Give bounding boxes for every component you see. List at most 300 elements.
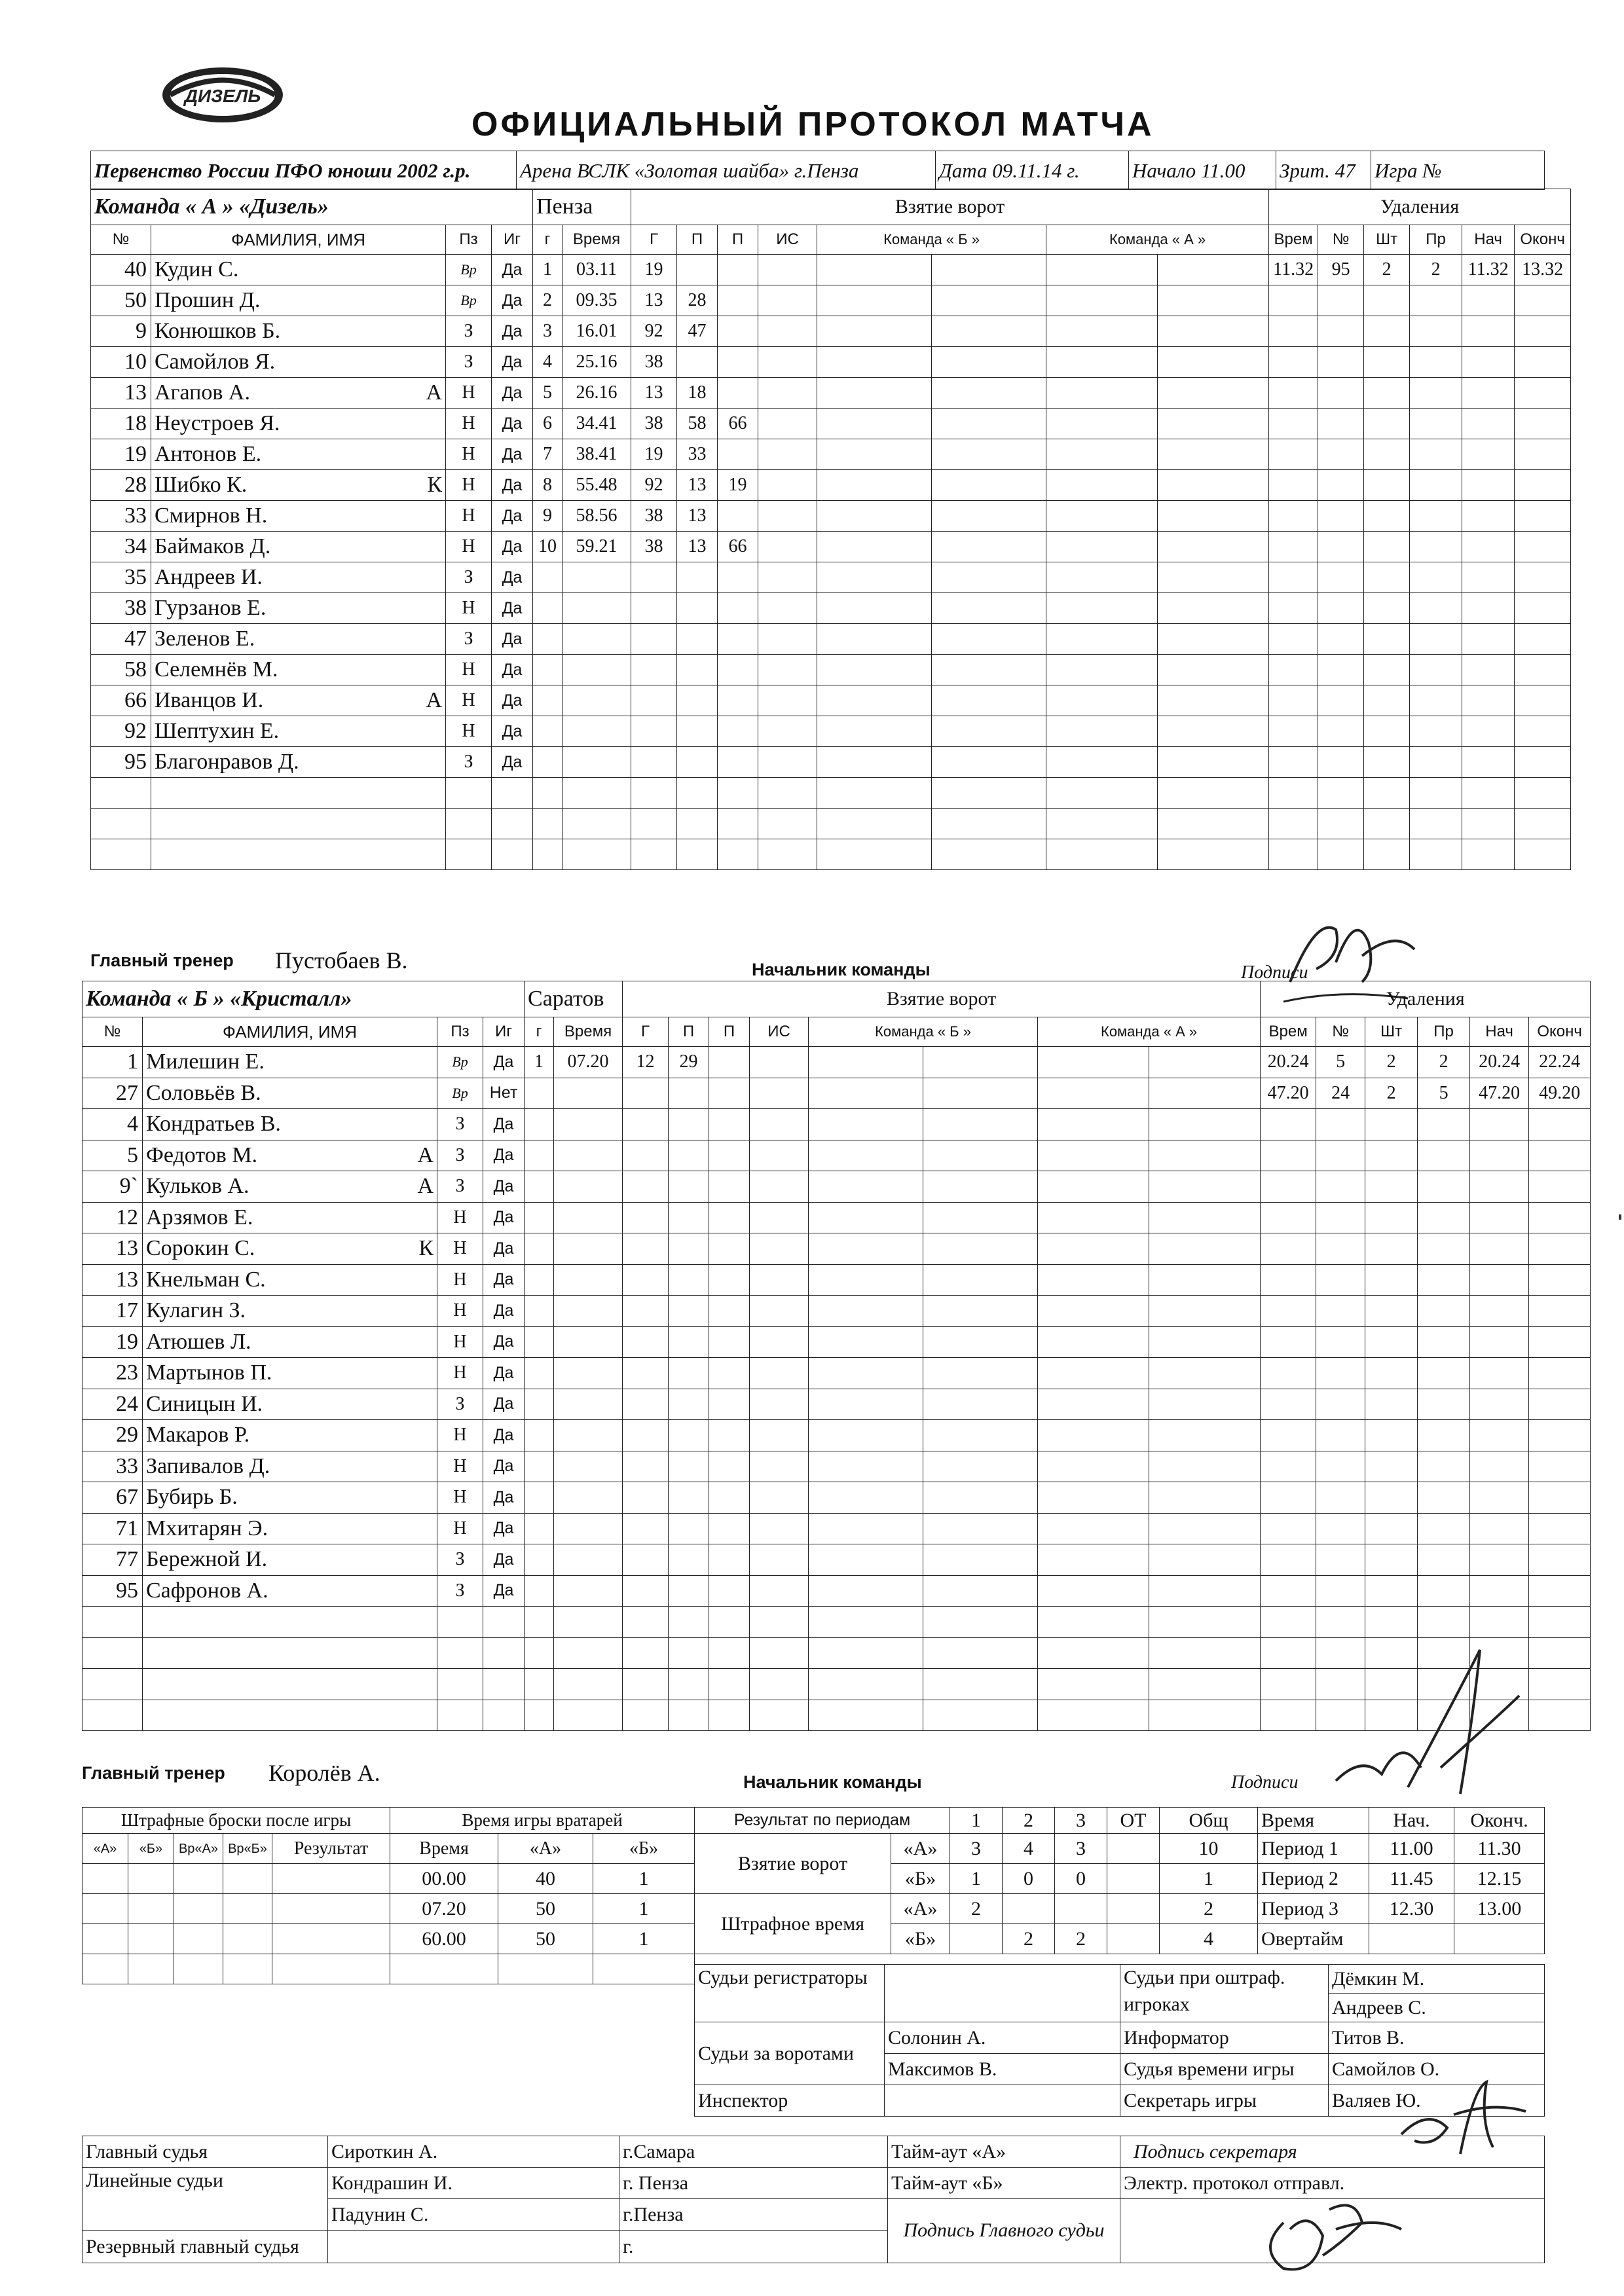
on-ice-cell <box>923 1233 1038 1265</box>
on-ice-cell <box>1038 1607 1149 1638</box>
on-ice-cell <box>817 409 932 439</box>
player-name-text: Иванцов И. <box>155 688 264 712</box>
goal-time <box>563 624 631 655</box>
penalty-start <box>1462 285 1515 316</box>
penalty-time <box>1261 1171 1316 1203</box>
on-ice-cell <box>923 1264 1038 1296</box>
goal-time <box>554 1575 623 1607</box>
team_b-col-assist-2: П <box>709 1017 750 1047</box>
spectators: Зрит. 47 <box>1276 151 1371 190</box>
penalty-start <box>1462 839 1515 870</box>
penalty-time <box>1261 1389 1316 1420</box>
penalty-player <box>1316 1607 1365 1638</box>
penalty-end <box>1515 562 1571 593</box>
penalty-time <box>1269 316 1318 347</box>
goal-time: 16.01 <box>563 316 631 347</box>
player-position: Н <box>446 655 492 685</box>
player-name <box>143 1047 437 1078</box>
player-position: З <box>446 562 492 593</box>
on-ice-cell <box>809 1482 923 1514</box>
player-number: 66 <box>91 685 151 716</box>
player-position <box>437 1637 483 1669</box>
on-ice-cell <box>1149 1575 1261 1607</box>
goalie-time-title: Время игры вратарей <box>390 1808 695 1834</box>
player-number: 27 <box>83 1078 143 1109</box>
on-ice-cell <box>1038 1264 1149 1296</box>
player-name-text: Шептухин Е. <box>155 719 280 743</box>
penalty-end <box>1529 1171 1591 1203</box>
on-ice-cell <box>1046 593 1158 624</box>
on-ice-cell <box>809 1637 923 1669</box>
on-ice-cell <box>1046 439 1158 470</box>
player-played <box>483 1637 525 1669</box>
goal-number: 3 <box>533 316 563 347</box>
shootout-col: Вр«А» <box>174 1834 223 1864</box>
penalty-time <box>1261 1420 1316 1451</box>
goal-number <box>525 1233 554 1265</box>
player-name <box>151 470 446 501</box>
goal-assist-1 <box>669 1358 709 1389</box>
goal-scorer <box>631 716 677 747</box>
penalty-minutes: 2 <box>1364 255 1410 285</box>
period-results-table <box>694 1807 1258 1954</box>
player-played <box>492 809 533 839</box>
on-ice-cell <box>1149 1202 1261 1233</box>
player-played: Да <box>483 1109 525 1140</box>
goal-assist-1 <box>669 1482 709 1514</box>
penalty-minutes <box>1364 655 1410 685</box>
penalty-minutes <box>1365 1326 1418 1358</box>
reserve-ref-city: г. <box>619 2231 888 2263</box>
goal-time <box>554 1607 623 1638</box>
goal-scorer: 38 <box>631 347 677 378</box>
penalty-time <box>1269 624 1318 655</box>
penalty-reason <box>1410 593 1462 624</box>
player-number: 67 <box>83 1482 143 1514</box>
goal-assist-1 <box>669 1669 709 1700</box>
on-ice-cell <box>809 1389 923 1420</box>
penalty-player <box>1318 839 1364 870</box>
player-number: 13 <box>91 378 151 409</box>
player-position: Н <box>437 1513 483 1544</box>
player-number: 95 <box>83 1575 143 1607</box>
player-name <box>143 1575 437 1607</box>
player-name <box>151 347 446 378</box>
player-name-text: Атюшев Л. <box>146 1329 251 1354</box>
period-col: 1 <box>950 1808 1003 1834</box>
goal-time <box>554 1078 623 1109</box>
player-number: 50 <box>91 285 151 316</box>
player-position: Н <box>446 716 492 747</box>
player-name <box>143 1202 437 1233</box>
goal-scorer <box>631 809 677 839</box>
goal-scorer <box>631 839 677 870</box>
penalty-time <box>1269 470 1318 501</box>
goal-scorer: 19 <box>631 255 677 285</box>
goal-scorer <box>623 1109 669 1140</box>
goal-number <box>533 809 563 839</box>
player-name <box>143 1109 437 1140</box>
linesman-1-city: г. Пенза <box>619 2168 888 2199</box>
on-ice-cell <box>932 809 1046 839</box>
penalty-time <box>1261 1326 1316 1358</box>
penalty-box-judge-1: Дёмкин М. <box>1329 1965 1545 1994</box>
penalty-player <box>1318 285 1364 316</box>
penalty-time <box>1269 532 1318 562</box>
player-position: Н <box>437 1358 483 1389</box>
penalty-end <box>1515 655 1571 685</box>
player-played: Да <box>492 501 533 532</box>
goal-number <box>533 716 563 747</box>
goal-assist-1 <box>669 1140 709 1171</box>
player-position: З <box>437 1171 483 1203</box>
penalty-reason <box>1418 1575 1470 1607</box>
player-position: Н <box>437 1482 483 1514</box>
linesman-2: Падунин С. <box>328 2199 619 2231</box>
on-ice-cell <box>1046 809 1158 839</box>
player-played: Да <box>483 1358 525 1389</box>
penalty-reason <box>1418 1482 1470 1514</box>
player-name-text: Бережной И. <box>146 1547 268 1572</box>
periods-title: Результат по периодам <box>695 1808 950 1834</box>
goal-assist-1: 29 <box>669 1047 709 1078</box>
on-ice-cell <box>923 1700 1038 1731</box>
goal-assist-1 <box>677 685 718 716</box>
penalty-start <box>1470 1326 1529 1358</box>
penalty-minutes <box>1364 501 1410 532</box>
on-ice-cell <box>1149 1078 1261 1109</box>
on-ice-cell <box>1158 347 1269 378</box>
goal-number: 8 <box>533 470 563 501</box>
goal-time: 07.20 <box>554 1047 623 1078</box>
player-position: Н <box>437 1326 483 1358</box>
on-ice-cell <box>923 1047 1038 1078</box>
player-name <box>151 655 446 685</box>
goal-assist-2 <box>718 347 758 378</box>
penalty-reason <box>1418 1358 1470 1389</box>
player-name-text: Баймаков Д. <box>155 534 271 558</box>
player-position <box>437 1669 483 1700</box>
penalty-end <box>1515 285 1571 316</box>
pim-label: Штрафное время <box>695 1894 891 1954</box>
goal-scorer <box>631 655 677 685</box>
goal-time <box>554 1326 623 1358</box>
penalty-player: 95 <box>1318 255 1364 285</box>
player-name-text: Запивалов Д. <box>146 1453 270 1478</box>
penalty-time <box>1261 1700 1316 1731</box>
goal-number: 7 <box>533 439 563 470</box>
player-name <box>151 778 446 809</box>
player-number: 34 <box>91 532 151 562</box>
player-played: Да <box>492 685 533 716</box>
goal-scorer: 13 <box>631 378 677 409</box>
gk-row-a: 50 <box>498 1924 593 1954</box>
on-ice-cell <box>1149 1047 1261 1078</box>
goal-number <box>525 1513 554 1544</box>
goal-time <box>554 1637 623 1669</box>
time-title: Время <box>1258 1808 1369 1834</box>
goals-a-ot <box>1107 1834 1160 1864</box>
player-name-text: Конюшков Б. <box>155 319 281 343</box>
goal-number <box>525 1202 554 1233</box>
penalty-minutes <box>1364 285 1410 316</box>
team_b-city: Саратов <box>525 981 623 1017</box>
period-col: ОТ <box>1107 1808 1160 1834</box>
penalty-end <box>1529 1326 1591 1358</box>
head-ref: Сироткин А. <box>328 2136 619 2168</box>
penalty-minutes <box>1365 1544 1418 1576</box>
penalty-start <box>1470 1233 1529 1265</box>
goal-scorer <box>623 1420 669 1451</box>
penalty-player <box>1316 1326 1365 1358</box>
penalty-end <box>1529 1389 1591 1420</box>
player-role-mark: К <box>427 473 442 497</box>
team-a-section <box>90 189 1565 870</box>
player-played: Да <box>483 1171 525 1203</box>
goal-time: 55.48 <box>563 470 631 501</box>
penalty-minutes <box>1364 409 1410 439</box>
goal-is <box>758 255 817 285</box>
secretary: Валяев Ю. <box>1329 2085 1545 2117</box>
goal-assist-2 <box>709 1544 750 1576</box>
team_a-title: Команда « А » «Дизель» <box>91 189 533 225</box>
on-ice-cell <box>817 655 932 685</box>
player-position <box>446 839 492 870</box>
goal-assist-2 <box>709 1451 750 1482</box>
goal-is <box>750 1700 809 1731</box>
goals-b-total: 1 <box>1160 1864 1258 1894</box>
on-ice-cell <box>809 1296 923 1327</box>
penalty-time <box>1269 716 1318 747</box>
head-ref-signature-label: Подпись Главного судьи <box>888 2199 1120 2263</box>
on-ice-cell <box>817 285 932 316</box>
goal-is <box>750 1607 809 1638</box>
penalty-end <box>1515 839 1571 870</box>
penalty-minutes <box>1364 439 1410 470</box>
goal-scorer <box>623 1389 669 1420</box>
goal-time: 34.41 <box>563 409 631 439</box>
penalty-time <box>1269 562 1318 593</box>
on-ice-cell <box>817 255 932 285</box>
player-name-text: Кудин С. <box>155 257 239 282</box>
team-a-tag: «А» <box>891 1834 950 1864</box>
player-name-text: Прошин Д. <box>155 288 261 312</box>
informer-label: Информатор <box>1120 2022 1329 2054</box>
player-name <box>151 316 446 347</box>
on-ice-cell <box>809 1171 923 1203</box>
penalty-player: 24 <box>1316 1078 1365 1109</box>
penalty-end <box>1529 1358 1591 1389</box>
goal-is <box>750 1544 809 1576</box>
player-played: Да <box>483 1544 525 1576</box>
goal-assist-1 <box>669 1700 709 1731</box>
on-ice-cell <box>1158 532 1269 562</box>
penalty-time <box>1261 1637 1316 1669</box>
gk-col-b: «Б» <box>593 1834 695 1864</box>
team_a-col-pen-reason: Пр <box>1410 225 1462 255</box>
player-position: Н <box>437 1420 483 1451</box>
goal-assist-1: 18 <box>677 378 718 409</box>
penalty-end <box>1529 1482 1591 1514</box>
goals-b-p3: 0 <box>1055 1864 1107 1894</box>
goal-number <box>525 1451 554 1482</box>
goal-assist-2 <box>718 285 758 316</box>
penalty-minutes <box>1364 624 1410 655</box>
goal-time <box>554 1140 623 1171</box>
player-played: Да <box>492 562 533 593</box>
penalty-reason <box>1418 1513 1470 1544</box>
penalty-start: 20.24 <box>1470 1047 1529 1078</box>
goal-scorer <box>623 1358 669 1389</box>
penalty-minutes <box>1364 685 1410 716</box>
player-number: 13 <box>83 1233 143 1265</box>
tournament: Первенство России ПФО юноши 2002 г.р. <box>91 151 517 190</box>
penalty-minutes: 2 <box>1365 1047 1418 1078</box>
goal-judges-label: Судьи за воротами <box>695 2022 885 2085</box>
on-ice-cell <box>809 1607 923 1638</box>
penalty-player <box>1316 1575 1365 1607</box>
penalty-end: 49.20 <box>1529 1078 1591 1109</box>
penalty-start <box>1470 1513 1529 1544</box>
goal-assist-2 <box>718 839 758 870</box>
penalty-minutes <box>1365 1171 1418 1203</box>
penalty-minutes <box>1364 747 1410 778</box>
goal-time <box>554 1700 623 1731</box>
goal-assist-1 <box>669 1637 709 1669</box>
on-ice-cell <box>1038 1233 1149 1265</box>
player-name-text: Селемнёв М. <box>155 657 278 682</box>
goal-assist-1 <box>669 1202 709 1233</box>
on-ice-cell <box>1158 255 1269 285</box>
player-number: 13 <box>83 1264 143 1296</box>
goal-assist-1: 13 <box>677 501 718 532</box>
goal-number <box>525 1296 554 1327</box>
team-b-head-coach-label: Главный тренер <box>82 1763 225 1783</box>
goal-scorer <box>623 1544 669 1576</box>
player-name <box>143 1171 437 1203</box>
penalty-start <box>1462 409 1515 439</box>
goal-time <box>563 655 631 685</box>
penalty-time <box>1261 1607 1316 1638</box>
on-ice-cell <box>923 1109 1038 1140</box>
player-name <box>151 285 446 316</box>
goals-a-total: 10 <box>1160 1834 1258 1864</box>
goal-assist-2 <box>709 1700 750 1731</box>
penalty-end <box>1515 439 1571 470</box>
goal-assist-1 <box>669 1233 709 1265</box>
goal-number <box>525 1637 554 1669</box>
team_a-col-assist-2: П <box>718 225 758 255</box>
player-position: З <box>446 347 492 378</box>
player-name <box>143 1451 437 1482</box>
on-ice-cell <box>809 1420 923 1451</box>
player-played: Да <box>492 747 533 778</box>
on-ice-cell <box>932 439 1046 470</box>
player-played: Да <box>483 1420 525 1451</box>
on-ice-cell <box>923 1669 1038 1700</box>
goal-number: 6 <box>533 409 563 439</box>
period-start: 11.00 <box>1369 1834 1454 1864</box>
on-ice-cell <box>1038 1109 1149 1140</box>
team_b-col-pen-num: № <box>1316 1017 1365 1047</box>
goal-number: 5 <box>533 378 563 409</box>
player-name-text: Шибко К. <box>155 473 248 497</box>
goal-scorer <box>623 1078 669 1109</box>
player-number <box>83 1700 143 1731</box>
player-position: Н <box>437 1264 483 1296</box>
player-number: 92 <box>91 716 151 747</box>
penalty-end <box>1529 1140 1591 1171</box>
on-ice-cell <box>1158 439 1269 470</box>
goal-number <box>525 1140 554 1171</box>
penalty-time <box>1261 1140 1316 1171</box>
goal-is <box>758 285 817 316</box>
head-ref-city: г.Самара <box>619 2136 888 2168</box>
on-ice-cell <box>1038 1575 1149 1607</box>
player-name <box>143 1296 437 1327</box>
period-col: 2 <box>1003 1808 1055 1834</box>
team-a-head-coach: Пустобаев В. <box>275 947 408 974</box>
shootout-title: Штрафные броски после игры <box>83 1808 390 1834</box>
penalty-time <box>1261 1669 1316 1700</box>
penalty-end: 22.24 <box>1529 1047 1591 1078</box>
goal-is <box>750 1202 809 1233</box>
on-ice-cell <box>817 839 932 870</box>
goal-assist-1: 33 <box>677 439 718 470</box>
on-ice-cell <box>932 685 1046 716</box>
penalty-reason <box>1418 1202 1470 1233</box>
penalty-minutes <box>1364 470 1410 501</box>
player-name <box>143 1637 437 1669</box>
goal-scorer: 38 <box>631 532 677 562</box>
goal-is <box>758 316 817 347</box>
penalty-player <box>1318 562 1364 593</box>
on-ice-cell <box>1038 1171 1149 1203</box>
player-number: 77 <box>83 1544 143 1576</box>
on-ice-cell <box>1158 562 1269 593</box>
penalty-time <box>1261 1202 1316 1233</box>
head-ref-signature-icon <box>1244 2170 1414 2282</box>
goal-is <box>758 562 817 593</box>
team_a-col-name: ФАМИЛИЯ, ИМЯ <box>151 225 446 255</box>
penalty-player <box>1316 1451 1365 1482</box>
on-ice-cell <box>1038 1140 1149 1171</box>
player-name <box>151 593 446 624</box>
goals-a-p3: 3 <box>1055 1834 1107 1864</box>
goal-assist-1 <box>669 1264 709 1296</box>
player-played: Да <box>492 470 533 501</box>
penalty-start <box>1470 1607 1529 1638</box>
goal-is <box>750 1513 809 1544</box>
player-name <box>151 747 446 778</box>
player-number: 95 <box>91 747 151 778</box>
on-ice-cell <box>809 1700 923 1731</box>
player-position: Н <box>446 685 492 716</box>
penalty-player <box>1318 778 1364 809</box>
penalty-start <box>1462 532 1515 562</box>
player-role-mark: К <box>418 1236 434 1261</box>
penalty-time: 20.24 <box>1261 1047 1316 1078</box>
goal-scorer: 12 <box>623 1047 669 1078</box>
goal-assist-1 <box>677 255 718 285</box>
penalty-time <box>1269 378 1318 409</box>
team_b-col-scorer: Г <box>623 1017 669 1047</box>
on-ice-cell <box>1149 1358 1261 1389</box>
goal-number <box>533 624 563 655</box>
penalty-end <box>1515 747 1571 778</box>
on-ice-cell <box>1149 1451 1261 1482</box>
on-ice-cell <box>932 593 1046 624</box>
